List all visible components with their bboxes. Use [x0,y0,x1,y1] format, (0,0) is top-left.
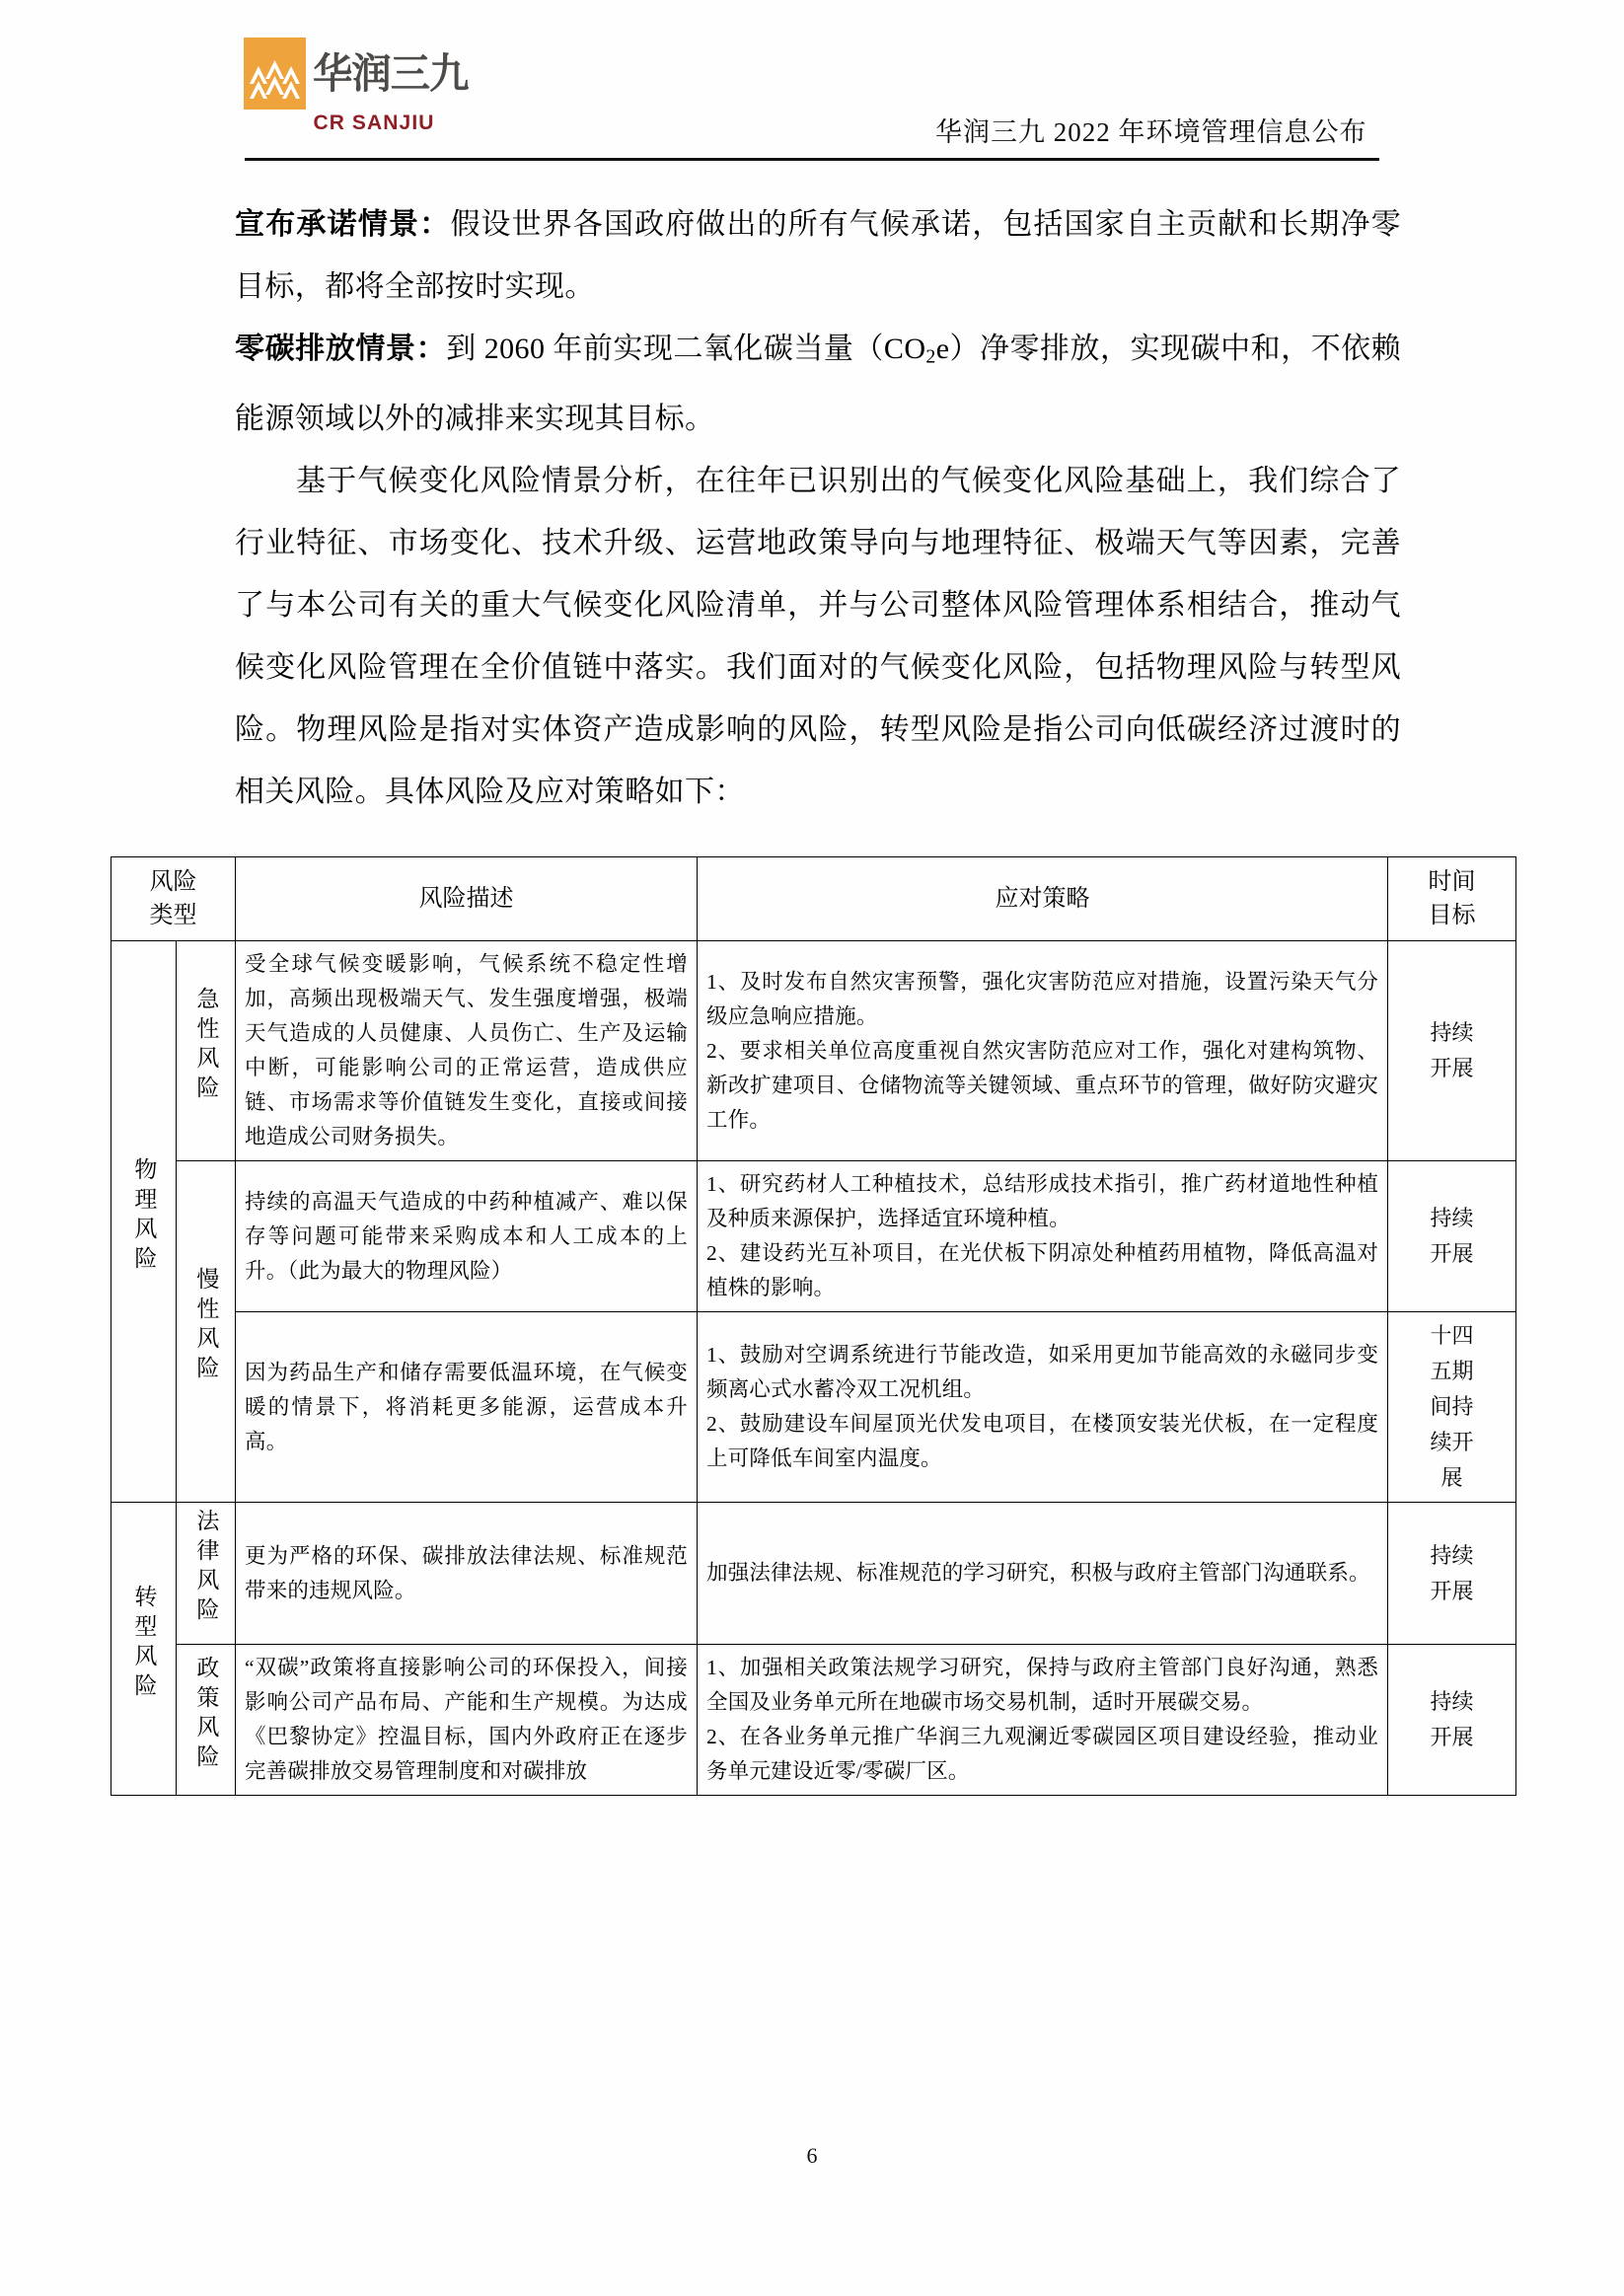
logo-name-en: CR SANJIU [313,111,435,134]
column-header-risk-type: 风险类型 [111,857,236,941]
column-header-response-strategy: 应对策略 [698,857,1388,941]
risk-subtype-acute: 急性风险 [177,941,236,1161]
company-logo [235,37,483,135]
risk-subtype-legal: 法律风险 [177,1503,236,1645]
column-header-risk-description: 风险描述 [236,857,698,941]
paragraph-zero-carbon [235,318,1401,450]
table-row [111,941,1516,1161]
response-strategy: 1、研究药材人工种植技术，总结形成技术指引，推广药材道地性种植及种质来源保护，选择适宜环境种植。 2、建设药光互补项目，在光伏板下阴凉处种植药用植物，降低高温对植株的影响。 [698,1161,1388,1312]
risk-subtype-chronic: 慢性风险 [177,1161,236,1503]
table-row [111,1645,1516,1796]
time-target: 持续开展 [1388,941,1516,1161]
risk-description: 持续的高温天气造成的中药种植减产、难以保存等问题可能带来采购成本和人工成本的上升。（此为最大的物理风险） [236,1161,698,1312]
header-divider [245,158,1379,161]
table-row [111,1312,1516,1503]
response-strategy: 1、加强相关政策法规学习研究，保持与政府主管部门良好沟通，熟悉全国及业务单元所在地碳市场交易机制，适时开展碳交易。 2、在各业务单元推广华润三九观澜近零碳园区项目建设经验，推动业务单元建设近零/零碳厂区。 [698,1645,1388,1796]
time-target: 持续开展 [1388,1503,1516,1645]
column-header-time-target: 时间目标 [1388,857,1516,941]
table-header-row [111,857,1516,941]
risk-description: “双碳”政策将直接影响公司的环保投入，间接影响公司产品布局、产能和生产规模。为达成《巴黎协定》控温目标，国内外政府正在逐步完善碳排放交易管理制度和对碳排放 [236,1645,698,1796]
paragraph-announced-pledges [235,193,1401,318]
table-row [111,1161,1516,1312]
paragraph-body-a: 到 2060 年前实现二氧化碳当量（CO [446,333,926,365]
paragraph-body-b: e）净零排放，实现碳中和，不依赖能源领域以外的减排来实现其目标。 [235,333,1402,436]
risk-strategy-table [111,856,1516,1796]
risk-type-physical: 物理风险 [111,941,177,1503]
time-target: 十四五期间持续开展 [1388,1312,1516,1503]
time-target: 持续开展 [1388,1161,1516,1312]
page-number: 6 [806,2143,818,2168]
paragraph-body: 假设世界各国政府做出的所有气候承诺，包括国家自主贡献和长期净零目标，都将全部按时实现。 [235,208,1401,303]
paragraph-lead-label: 零碳排放情景： [235,333,447,365]
response-strategy: 加强法律法规、标准规范的学习研究，积极与政府主管部门沟通联系。 [698,1503,1388,1645]
orange-mountain-logo-icon [244,37,306,110]
risk-description: 受全球气候变暖影响，气候系统不稳定性增加，高频出现极端天气、发生强度增强，极端天气造成的人员健康、人员伤亡、生产及运输中断，可能影响公司的正常运营，造成供应链、市场需求等价值链发生变化，直接或间接地造成公司财务损失。 [236,941,698,1161]
body-text [235,193,1401,823]
paragraph-risk-intro: 基于气候变化风险情景分析，在往年已识别出的气候变化风险基础上，我们综合了行业特征、市场变化、技术升级、运营地政策导向与地理特征、极端天气等因素，完善了与本公司有关的重大气候变化风险清单，并与公司整体风险管理体系相结合，推动气候变化风险管理在全价值链中落实。我们面对的气候变化风险，包括物理风险与转型风险。物理风险是指对实体资产造成影响的风险，转型风险是指公司向低碳经济过渡时的相关风险。具体风险及应对策略如下： [235,465,1401,809]
page-header [0,0,1624,176]
risk-description: 更为严格的环保、碳排放法律法规、标准规范带来的违规风险。 [236,1503,698,1645]
response-strategy: 1、鼓励对空调系统进行节能改造，如采用更加节能高效的永磁同步变频离心式水蓄冷双工况机组。 2、鼓励建设车间屋顶光伏发电项目，在楼顶安装光伏板，在一定程度上可降低车间室内温度。 [698,1312,1388,1503]
risk-strategy-table-wrapper [111,856,1515,1796]
time-target: 持续开展 [1388,1645,1516,1796]
logo-name-cn: 华润三九 [312,48,469,98]
risk-description: 因为药品生产和储存需要低温环境，在气候变暖的情景下，将消耗更多能源，运营成本升高。 [236,1312,698,1503]
risk-subtype-policy: 政策风险 [177,1645,236,1796]
paragraph-lead-label: 宣布承诺情景： [235,208,451,241]
table-row [111,1503,1516,1645]
response-strategy: 1、及时发布自然灾害预警，强化灾害防范应对措施，设置污染天气分级应急响应措施。 2、要求相关单位高度重视自然灾害防范应对工作，强化对建构筑物、新改扩建项目、仓储物流等关键领域、重点环节的管理，做好防灾避灾工作。 [698,941,1388,1161]
header-title: 华润三九 2022 年环境管理信息公布 [935,117,1367,147]
co2-subscript: 2 [925,345,936,368]
risk-type-transition: 转型风险 [111,1503,177,1796]
logo-row [244,37,475,110]
